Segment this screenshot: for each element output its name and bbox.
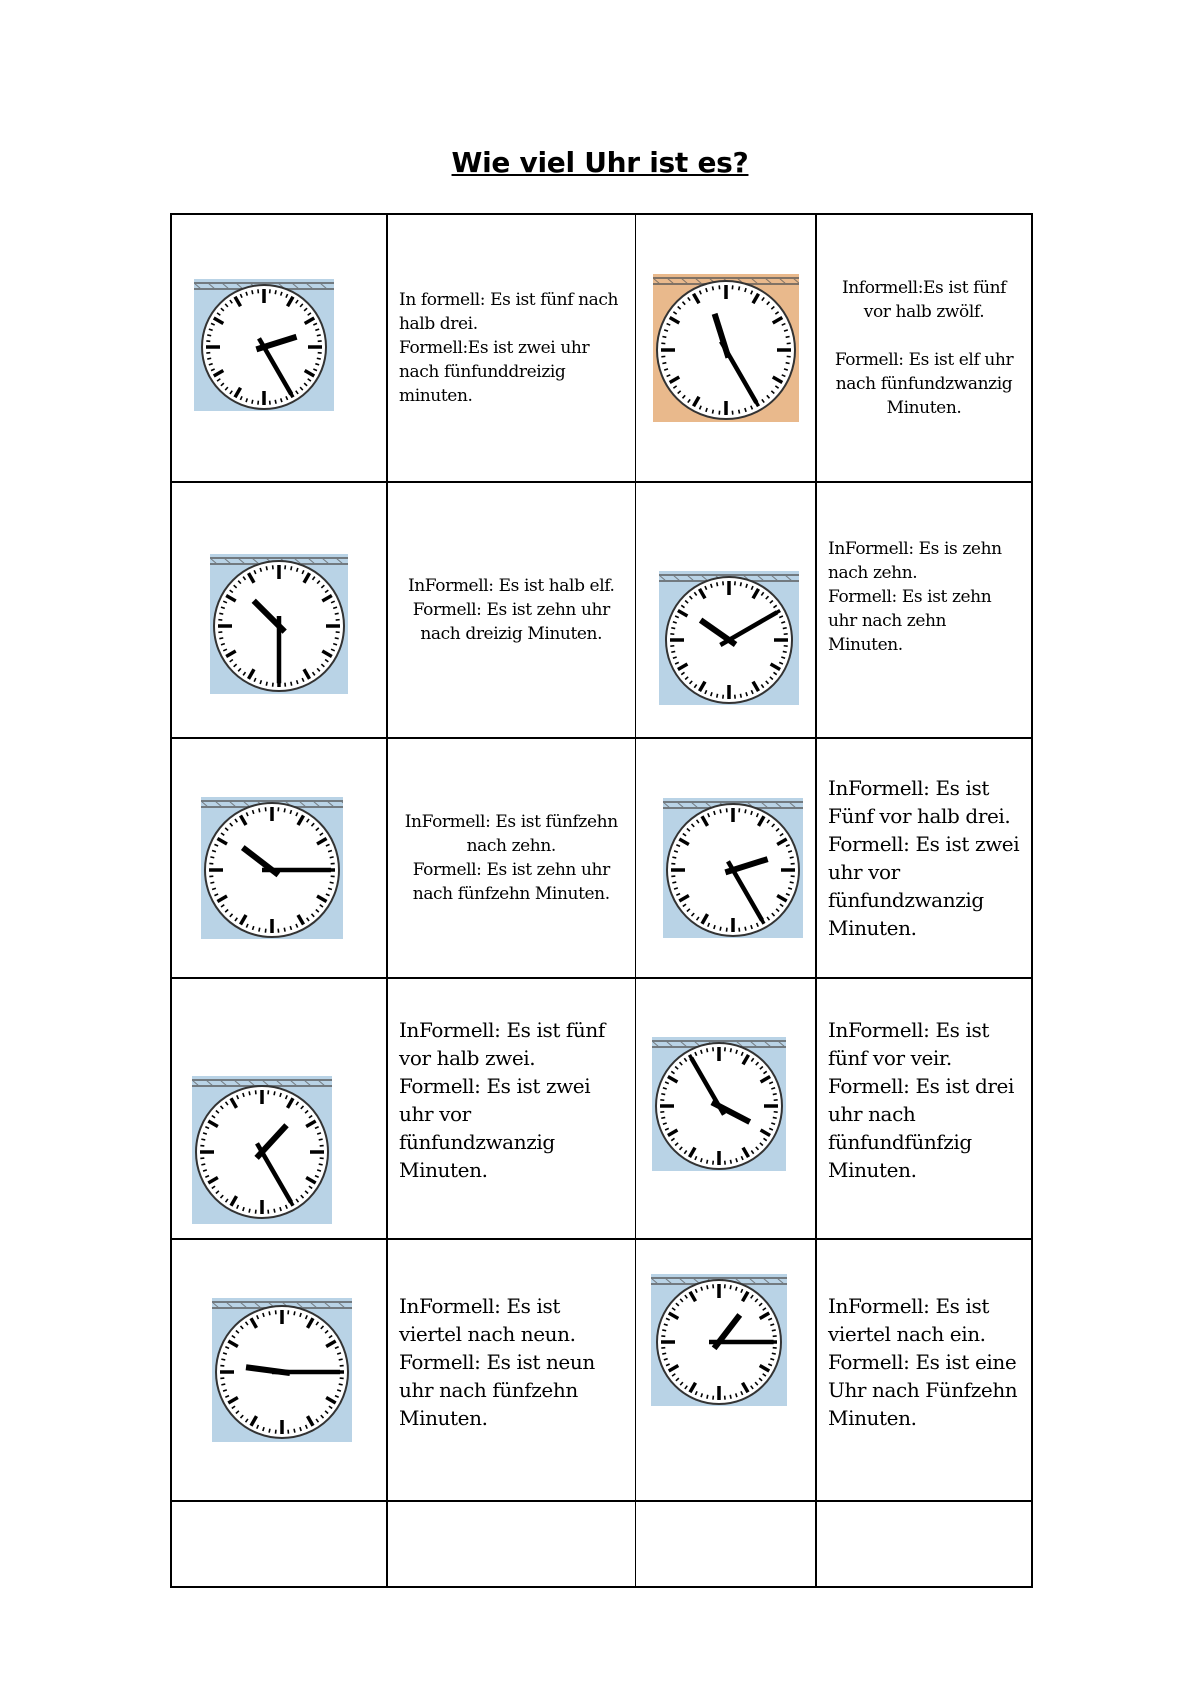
minute-tick	[745, 927, 746, 931]
minute-tick	[716, 694, 717, 698]
time-description: InFormell: Es ist viertel nach neun. Formell: Es ist neun uhr nach fünfzehn Minuten.	[399, 1294, 595, 1430]
minute-tick	[662, 1330, 666, 1331]
minute-tick	[266, 566, 267, 570]
minute-tick	[672, 857, 676, 858]
clock-svg	[653, 274, 799, 422]
minute-tick	[662, 1353, 666, 1354]
clock-svg	[659, 571, 799, 705]
clock-cell	[171, 978, 387, 1239]
time-description: InFormell: Es ist halb elf. Formell: Es ist zehn uhr nach dreizig Minuten.	[407, 576, 615, 644]
minute-tick	[789, 882, 793, 883]
table-row	[171, 738, 1032, 978]
clock-image	[663, 798, 803, 938]
time-text-cell	[387, 482, 635, 738]
table-row-empty	[171, 1501, 1032, 1587]
time-text-cell	[816, 978, 1032, 1239]
minute-tick	[339, 1384, 343, 1385]
minute-tick	[716, 582, 717, 586]
minute-tick	[740, 582, 741, 586]
minute-tick	[294, 1311, 295, 1315]
clock-cell	[635, 738, 816, 978]
time-description: InFormell: Es ist fünf vor veir. Formell: Es ist drei uhr nach fünfundfünfzig Minuten.	[828, 1017, 1014, 1182]
minute-tick	[785, 336, 789, 337]
minute-tick	[662, 363, 666, 364]
clock-image	[659, 571, 799, 705]
clock-cell	[171, 214, 387, 482]
time-text-cell	[387, 978, 635, 1239]
minute-tick	[291, 566, 292, 570]
minute-tick	[284, 808, 285, 812]
empty-cell	[387, 1501, 635, 1587]
minute-tick	[252, 290, 253, 294]
time-text-cell	[387, 1239, 635, 1501]
minute-tick	[730, 1285, 731, 1289]
minute-tick	[782, 628, 786, 629]
minute-tick	[319, 1139, 323, 1140]
minute-tick	[210, 857, 214, 858]
minute-tick	[772, 1117, 776, 1118]
minute-tick	[730, 1395, 731, 1399]
time-text-cell	[387, 214, 635, 482]
time-description: InFormell: Es ist viertel nach ein. Formell: Es ist eine Uhr nach Fünfzehn Minuten.	[828, 1294, 1018, 1430]
time-description: InFormell: Es ist Fünf vor halb drei. Formell: Es ist zwei uhr vor fünfundzwanzig Minuten.	[828, 776, 1020, 940]
clock-svg	[663, 798, 803, 938]
empty-cell	[816, 1501, 1032, 1587]
minute-tick	[219, 638, 223, 639]
minute-tick	[317, 358, 321, 359]
clock-worksheet-table	[170, 213, 1033, 1588]
minute-tick	[252, 400, 253, 404]
minute-tick	[738, 410, 739, 414]
clock-image	[210, 554, 348, 694]
minute-tick	[330, 882, 334, 883]
minute-tick	[201, 1139, 205, 1140]
clock-image	[194, 279, 334, 411]
minute-tick	[771, 1353, 775, 1354]
minute-tick	[274, 1209, 275, 1213]
time-text-cell	[816, 214, 1032, 482]
minute-tick	[330, 857, 334, 858]
time-text-cell	[387, 738, 635, 978]
clock-svg	[651, 1274, 787, 1406]
clock-svg	[210, 554, 348, 694]
clock-image	[652, 1037, 786, 1171]
minute-tick	[210, 882, 214, 883]
minute-tick	[269, 1311, 270, 1315]
clock-cell	[635, 978, 816, 1239]
empty-cell	[171, 1501, 387, 1587]
minute-tick	[772, 1094, 776, 1095]
minute-tick	[661, 1117, 665, 1118]
clock-cell	[171, 1239, 387, 1501]
minute-tick	[275, 290, 276, 294]
minute-tick	[274, 1091, 275, 1095]
time-description: In formell: Es ist fünf nach halb drei. Formell:Es ist zwei uhr nach fünfunddreizig minuten.	[399, 290, 619, 406]
clock-image	[212, 1298, 352, 1442]
time-description: Informell:Es ist fünf vor halb zwölf. Formell: Es ist elf uhr nach fünfundzwanzig Minuten.	[834, 278, 1014, 418]
clock-svg	[194, 279, 334, 411]
minute-tick	[730, 1160, 731, 1164]
time-description: InFormell: Es ist fünfzehn nach zehn. Formell: Es ist zehn uhr nach fünfzehn Minuten.	[404, 812, 618, 904]
minute-tick	[745, 809, 746, 813]
clock-image	[653, 274, 799, 422]
minute-tick	[259, 808, 260, 812]
minute-tick	[249, 1091, 250, 1095]
minute-tick	[720, 809, 721, 813]
minute-tick	[294, 1429, 295, 1433]
minute-tick	[706, 1048, 707, 1052]
minute-tick	[671, 628, 675, 629]
clock-cell	[635, 1239, 816, 1501]
minute-tick	[712, 286, 713, 290]
empty-cell	[635, 1501, 816, 1587]
table-row	[171, 978, 1032, 1239]
minute-tick	[789, 857, 793, 858]
minute-tick	[207, 358, 211, 359]
minute-tick	[782, 651, 786, 652]
minute-tick	[712, 410, 713, 414]
page-title: Wie viel Uhr ist es?	[451, 146, 749, 179]
time-description: InFormell: Es ist fünf vor halb zwei. Formell: Es ist zwei uhr vor fünfundzwanzig Minuten.	[399, 1017, 605, 1182]
clock-image	[651, 1274, 787, 1406]
minute-tick	[706, 1160, 707, 1164]
clock-svg	[652, 1037, 786, 1171]
minute-tick	[339, 1359, 343, 1360]
minute-tick	[662, 336, 666, 337]
clock-image	[201, 797, 343, 939]
minute-tick	[319, 1164, 323, 1165]
time-text-cell	[816, 1239, 1032, 1501]
minute-tick	[317, 335, 321, 336]
minute-tick	[266, 682, 267, 686]
minute-tick	[785, 363, 789, 364]
minute-tick	[672, 882, 676, 883]
minute-tick	[335, 613, 339, 614]
minute-tick	[221, 1359, 225, 1360]
minute-tick	[291, 682, 292, 686]
clock-svg	[201, 797, 343, 939]
minute-tick	[201, 1164, 205, 1165]
minute-tick	[335, 638, 339, 639]
time-text-cell	[816, 738, 1032, 978]
time-text-cell	[816, 482, 1032, 738]
minute-tick	[738, 286, 739, 290]
table-row	[171, 482, 1032, 738]
minute-tick	[671, 651, 675, 652]
minute-tick	[720, 927, 721, 931]
minute-tick	[221, 1384, 225, 1385]
minute-tick	[219, 613, 223, 614]
clock-svg	[192, 1076, 332, 1224]
clock-cell	[635, 482, 816, 738]
minute-tick	[706, 1285, 707, 1289]
minute-tick	[259, 928, 260, 932]
minute-tick	[269, 1429, 270, 1433]
clock-cell	[635, 214, 816, 482]
minute-tick	[740, 694, 741, 698]
minute-tick	[284, 928, 285, 932]
clock-cell	[171, 738, 387, 978]
clock-image	[192, 1076, 332, 1224]
minute-tick	[730, 1048, 731, 1052]
table-row	[171, 214, 1032, 482]
minute-tick	[275, 400, 276, 404]
minute-tick	[771, 1330, 775, 1331]
minute-tick	[249, 1209, 250, 1213]
minute-tick	[706, 1395, 707, 1399]
table-row	[171, 1239, 1032, 1501]
clock-svg	[212, 1298, 352, 1442]
minute-tick	[207, 335, 211, 336]
minute-tick	[661, 1094, 665, 1095]
clock-cell	[171, 482, 387, 738]
time-description: InFormell: Es is zehn nach zehn. Formell: Es ist zehn uhr nach zehn Minuten.	[828, 539, 1002, 655]
